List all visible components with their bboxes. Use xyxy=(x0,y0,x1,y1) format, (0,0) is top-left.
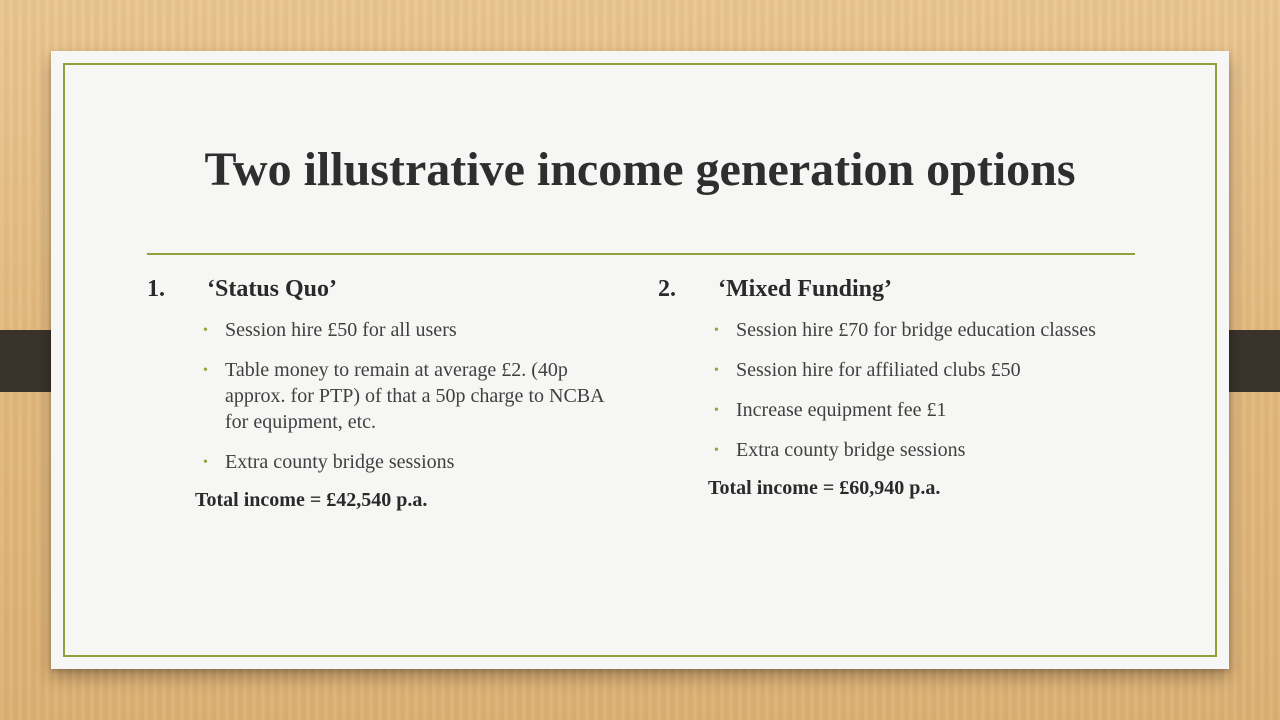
option-number: 2. xyxy=(658,276,676,302)
bullet-text: Session hire £50 for all users xyxy=(225,319,457,341)
list-item xyxy=(199,317,627,343)
bullet-dot-icon: • xyxy=(203,323,208,338)
total-income: Total income = £42,540 p.a. xyxy=(195,489,428,511)
title-divider xyxy=(147,253,1135,255)
option-mixed-funding xyxy=(658,276,1138,500)
bullet-dot-icon: • xyxy=(714,403,719,418)
bullet-text: Session hire £70 for bridge education classes xyxy=(736,319,1096,341)
bullet-text: Table money to remain at average £2. (40p approx. for PTP) of that a 50p charge to NCBA for equipment, etc. xyxy=(225,359,604,433)
bullet-text: Session hire for affiliated clubs £50 xyxy=(736,359,1021,381)
list-item xyxy=(710,397,1138,423)
option-number: 1. xyxy=(147,276,165,302)
bullet-list xyxy=(147,317,627,475)
bullet-dot-icon: • xyxy=(203,363,208,378)
bullet-dot-icon: • xyxy=(203,455,208,470)
list-item xyxy=(710,317,1138,343)
list-item xyxy=(199,449,627,475)
option-title: ‘Mixed Funding’ xyxy=(718,276,893,302)
option-status-quo xyxy=(147,276,627,512)
bullet-text: Increase equipment fee £1 xyxy=(736,399,947,421)
slide xyxy=(51,51,1229,669)
bullet-text: Extra county bridge sessions xyxy=(736,439,966,461)
bullet-dot-icon: • xyxy=(714,363,719,378)
list-item xyxy=(199,357,627,435)
option-heading xyxy=(147,276,627,303)
list-item xyxy=(710,357,1138,383)
bullet-dot-icon: • xyxy=(714,443,719,458)
bullet-text: Extra county bridge sessions xyxy=(225,451,455,473)
option-title: ‘Status Quo’ xyxy=(207,276,338,302)
list-item xyxy=(710,437,1138,463)
slide-title: Two illustrative income generation options xyxy=(204,143,1076,196)
bullet-dot-icon: • xyxy=(714,323,719,338)
option-heading xyxy=(658,276,1138,303)
bullet-list xyxy=(658,317,1138,463)
total-income: Total income = £60,940 p.a. xyxy=(708,477,941,499)
